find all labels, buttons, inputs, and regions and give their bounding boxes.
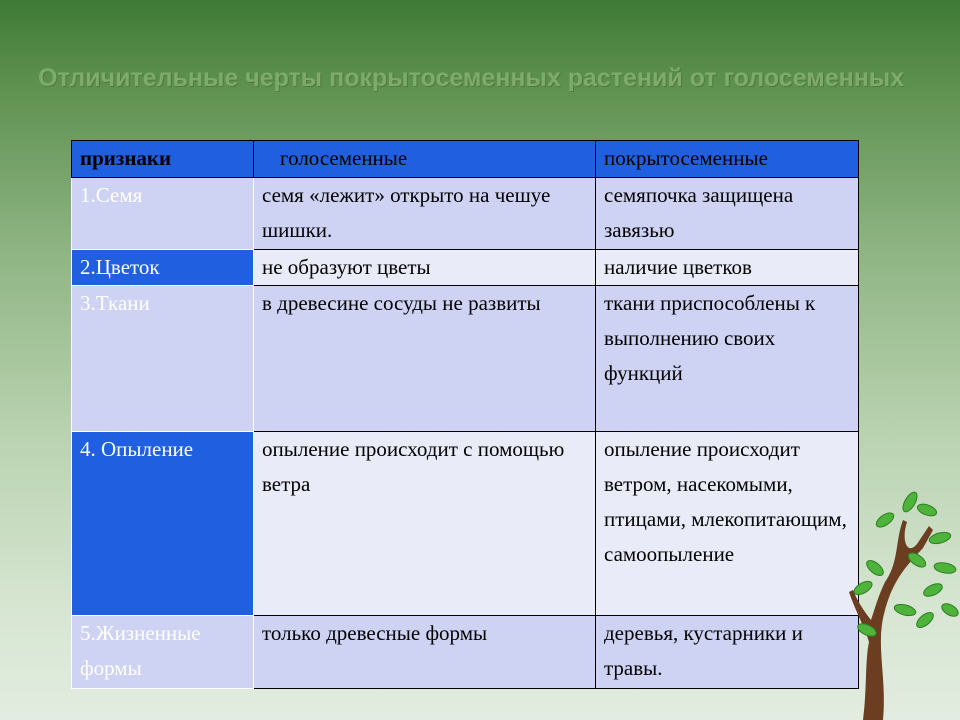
header-angiosperms: покрытосеменные bbox=[596, 141, 859, 178]
feature-cell: 3.Ткани bbox=[72, 286, 254, 432]
header-features: признаки bbox=[72, 141, 254, 178]
table-row bbox=[72, 616, 859, 689]
table-header-row bbox=[72, 141, 859, 178]
feature-cell: 4. Опыление bbox=[72, 432, 254, 616]
table-row bbox=[72, 178, 859, 250]
table-row bbox=[72, 250, 859, 286]
feature-cell: 1.Семя bbox=[72, 178, 254, 250]
table-row bbox=[72, 432, 859, 616]
gymnosperm-cell: только древесные формы bbox=[254, 616, 596, 689]
angiosperm-cell: ткани приспособлены к выполнению своих функций bbox=[596, 286, 859, 432]
gymnosperm-cell: в древесине сосуды не развиты bbox=[254, 286, 596, 432]
feature-cell: 2.Цветок bbox=[72, 250, 254, 286]
tree-icon bbox=[845, 460, 960, 720]
feature-cell: 5.Жизненные формы bbox=[72, 616, 254, 689]
angiosperm-cell: деревья, кустарники и травы. bbox=[596, 616, 859, 689]
header-gymnosperms: голосеменные bbox=[254, 141, 596, 178]
comparison-table bbox=[71, 140, 859, 689]
table-row bbox=[72, 286, 859, 432]
angiosperm-cell: опыление происходит ветром, насекомыми, птицами, млекопитающим, самоопыление bbox=[596, 432, 859, 616]
angiosperm-cell: наличие цветков bbox=[596, 250, 859, 286]
slide-title: Отличительные черты покрытосеменных растений от голосеменных bbox=[38, 64, 905, 92]
angiosperm-cell: семяпочка защищена завязью bbox=[596, 178, 859, 250]
gymnosperm-cell: не образуют цветы bbox=[254, 250, 596, 286]
gymnosperm-cell: опыление происходит с помощью ветра bbox=[254, 432, 596, 616]
gymnosperm-cell: семя «лежит» открыто на чешуе шишки. bbox=[254, 178, 596, 250]
